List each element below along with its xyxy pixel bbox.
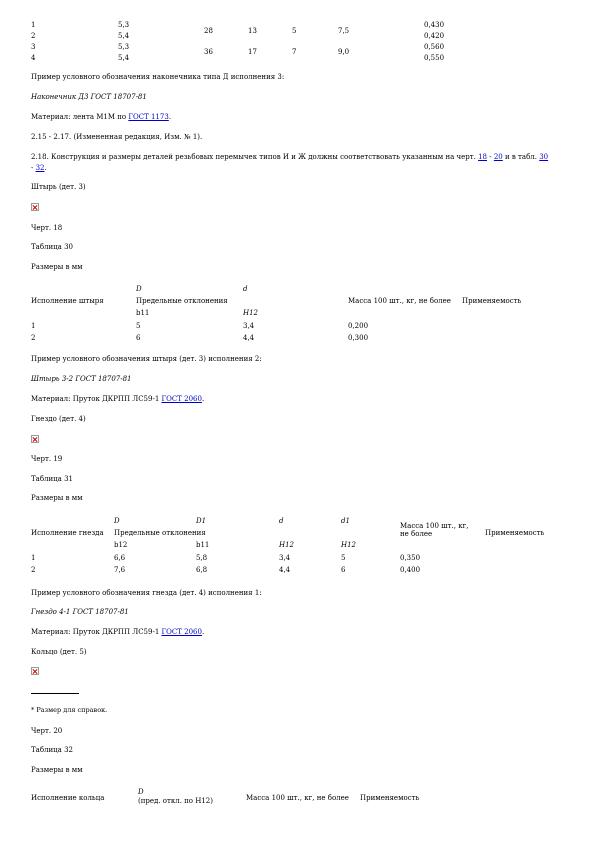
section-title-gnezdo: Гнездо (дет. 4) <box>31 415 86 423</box>
table-cell: 0,300 <box>348 334 369 342</box>
sep: - <box>487 153 494 161</box>
broken-image-icon <box>31 203 39 211</box>
table-cell: 4,4 <box>279 566 291 574</box>
table-30-link[interactable]: 30 <box>539 153 549 161</box>
table-cell: 28 <box>204 27 213 35</box>
paragraph-2-18-cont <box>31 164 47 172</box>
paragraph-2-18 <box>31 153 548 161</box>
table-cell: 0,560 <box>424 43 445 51</box>
para-text: и в табл. <box>502 153 540 161</box>
material-text: Материал: Пруток ДКРПП ЛС59-1 <box>31 395 162 403</box>
tol-H12: H12 <box>243 309 259 317</box>
footnote-divider <box>31 693 79 694</box>
col-header-D1: D1 <box>196 517 207 525</box>
col-header-prim: Применяемость <box>462 297 522 305</box>
col-header-mass <box>400 522 474 539</box>
table-cell: 5,8 <box>196 554 208 562</box>
table-cell: 5,4 <box>118 32 130 40</box>
para-text: 2.18. Конструкция и размеры деталей резьбовых перемычек типов И и Ж должны соответствовать указанным на черт. <box>31 153 479 161</box>
tol-b11: b11 <box>196 541 210 549</box>
table-cell: 6,8 <box>196 566 208 574</box>
section-title-kolco: Кольцо (дет. 5) <box>31 648 87 656</box>
col-header-mass: Масса 100 шт., кг, не более <box>246 794 349 802</box>
material-line <box>31 395 204 403</box>
table-cell: 0,400 <box>400 566 421 574</box>
table-cell: 7 <box>292 48 297 56</box>
col-header-tol: Предельные отклонения <box>114 529 206 537</box>
table-cell: 7,5 <box>338 27 350 35</box>
table-cell: 5 <box>136 322 141 330</box>
table-cell: 6 <box>136 334 141 342</box>
table-cell: 4,4 <box>243 334 255 342</box>
punct: . <box>201 395 205 403</box>
table-caption: Таблица 32 <box>31 746 73 754</box>
amendment-note: 2.15 - 2.17. (Измененная редакция, Изм. № 1). <box>31 133 203 141</box>
col-header-prim: Применяемость <box>485 529 545 537</box>
designation-example: Штырь 3-2 ГОСТ 18707-81 <box>31 375 132 383</box>
gost-1173-link[interactable]: ГОСТ 1173 <box>128 113 169 121</box>
gost-2060-link[interactable]: ГОСТ 2060 <box>161 628 202 636</box>
col-header-D: D <box>138 788 144 796</box>
table-cell: 1 <box>31 322 36 330</box>
table-cell: 0,550 <box>424 54 445 62</box>
table-cell: 5,3 <box>118 43 130 51</box>
gost-2060-link[interactable]: ГОСТ 2060 <box>161 395 202 403</box>
table-cell: 1 <box>31 554 36 562</box>
table-cell: 3,4 <box>279 554 291 562</box>
punct: . <box>44 164 47 172</box>
table-cell: 36 <box>204 48 213 56</box>
table-cell: 3 <box>31 43 36 51</box>
table-cell: 9,0 <box>338 48 350 56</box>
table-cell: 0,350 <box>400 554 421 562</box>
col-header-d: d <box>243 285 248 293</box>
table-cell: 5,4 <box>118 54 130 62</box>
col-header-isp: Исполнение гнезда <box>31 529 104 537</box>
table-cell: 5 <box>292 27 297 35</box>
sep: - <box>31 164 36 172</box>
drawing-caption: Черт. 18 <box>31 224 63 232</box>
broken-image-icon <box>31 667 39 675</box>
table-cell: 17 <box>248 48 257 56</box>
col-header-D: D <box>114 517 120 525</box>
table-units: Размеры в мм <box>31 263 83 271</box>
table-cell: 0,430 <box>424 21 445 29</box>
section-title-shtyr: Штырь (дет. 3) <box>31 183 86 191</box>
paragraph: Пример условного обозначения наконечника типа Д исполнения 3: <box>31 73 285 81</box>
table-cell: 7,6 <box>114 566 126 574</box>
designation-example: Гнездо 4-1 ГОСТ 18707-81 <box>31 608 129 616</box>
table-cell: 2 <box>31 32 36 40</box>
material-text: Материал: Пруток ДКРПП ЛС59-1 <box>31 628 162 636</box>
table-caption: Таблица 30 <box>31 243 73 251</box>
drawing-caption: Черт. 20 <box>31 727 63 735</box>
col-header-D: D <box>136 285 142 293</box>
punct: . <box>168 113 172 121</box>
table-caption: Таблица 31 <box>31 475 73 483</box>
table-cell: 2 <box>31 334 36 342</box>
footnote: * Размер для справок. <box>31 706 108 714</box>
col-header-prim: Применяемость <box>360 794 420 802</box>
col-header-isp: Исполнение штыря <box>31 297 104 305</box>
mass-header-text: Масса 100 шт., кг, не более <box>400 522 469 539</box>
table-32-link[interactable]: 32 <box>35 164 45 172</box>
table-cell: 2 <box>31 566 36 574</box>
chert-18-link[interactable]: 18 <box>478 153 488 161</box>
punct: . <box>201 628 205 636</box>
col-header-isp: Исполнение кольца <box>31 794 105 802</box>
table-cell: 1 <box>31 21 36 29</box>
table-cell: 4 <box>31 54 36 62</box>
tol-H12: H12 <box>341 541 357 549</box>
table-units: Размеры в мм <box>31 494 83 502</box>
paragraph: Пример условного обозначения штыря (дет. 3) исполнения 2: <box>31 355 262 363</box>
col-header-D-tol: (пред. откл. по Н12) <box>138 797 213 805</box>
table-cell: 6 <box>341 566 346 574</box>
chert-20-link[interactable]: 20 <box>493 153 503 161</box>
table-cell: 3,4 <box>243 322 255 330</box>
paragraph: Пример условного обозначения гнезда (дет. 4) исполнения 1: <box>31 589 262 597</box>
tol-b11: b11 <box>136 309 150 317</box>
material-line <box>31 628 204 636</box>
table-cell: 0,420 <box>424 32 445 40</box>
col-header-mass: Масса 100 шт., кг, не более <box>348 297 451 305</box>
table-units: Размеры в мм <box>31 766 83 774</box>
col-header-d: d <box>279 517 284 525</box>
broken-image-icon <box>31 435 39 443</box>
table-cell: 6,6 <box>114 554 126 562</box>
table-cell: 5,3 <box>118 21 130 29</box>
designation-example: Наконечник Д3 ГОСТ 18707-81 <box>31 93 147 101</box>
col-header-d1: d1 <box>341 517 350 525</box>
table-cell: 5 <box>341 554 346 562</box>
material-text: Материал: лента М1М по <box>31 113 129 121</box>
table-cell: 0,200 <box>348 322 369 330</box>
material-line <box>31 113 171 121</box>
table-cell: 13 <box>248 27 257 35</box>
tol-b12: b12 <box>114 541 128 549</box>
col-header-tol: Предельные отклонения <box>136 297 228 305</box>
tol-H12: H12 <box>279 541 295 549</box>
drawing-caption: Черт. 19 <box>31 455 63 463</box>
